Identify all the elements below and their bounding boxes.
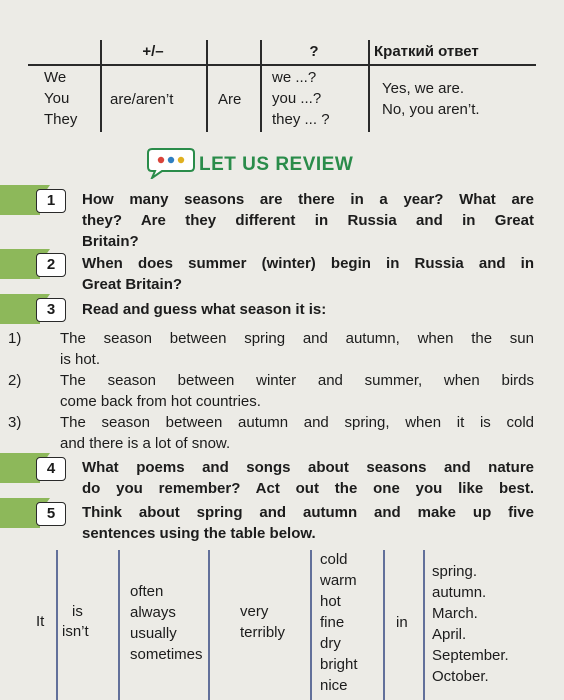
- exercise-1-text: How many seasons are there in a year? What are they? Are they different in Russia and in Great Britain?: [82, 191, 534, 250]
- time-word: September.: [432, 647, 509, 664]
- degree-word: terribly: [240, 624, 286, 641]
- exercise-3-text: Read and guess what season it is:: [82, 301, 327, 318]
- question-you: you ...?: [272, 90, 322, 107]
- list-label: 2): [8, 372, 22, 389]
- substitution-table: [28, 550, 536, 700]
- exercise-number: 3: [36, 298, 66, 322]
- exercise-number: 1: [36, 189, 66, 213]
- adjective-word: hot: [320, 593, 341, 610]
- list-label: 3): [8, 414, 22, 431]
- pronoun-you: You: [44, 90, 70, 107]
- grammar-table: [28, 40, 536, 132]
- header-short-answer: Краткий ответ: [374, 43, 479, 60]
- frequency-word: often: [130, 583, 164, 600]
- exercise-number: 5: [36, 502, 66, 526]
- exercise-flag: [0, 453, 40, 483]
- time-word: March.: [432, 605, 478, 622]
- pronoun-we: We: [44, 69, 67, 86]
- short-answer-no: No, you aren’t.: [382, 101, 480, 118]
- exercise-flag: [0, 249, 40, 279]
- exercise-5-text: Think about spring and autumn and make up five sentences using the table below.: [82, 504, 534, 542]
- adjective-word: bright: [320, 656, 358, 673]
- short-answer-yes: Yes, we are.: [382, 80, 464, 97]
- section-title: LET US REVIEW: [199, 154, 354, 175]
- exercise-number: 2: [36, 253, 66, 277]
- adjective-word: fine: [320, 614, 345, 631]
- degree-word: very: [240, 603, 269, 620]
- list-item: The season between spring and autumn, when the sun is hot.: [60, 330, 534, 368]
- list-item: The season between autumn and spring, when it is cold and there is a lot of snow.: [60, 414, 534, 452]
- adjective-word: cold: [320, 551, 348, 568]
- header-affirmative-negative: +/–: [142, 43, 164, 60]
- header-question: ?: [309, 43, 319, 60]
- time-word: April.: [432, 626, 467, 643]
- exercise-flag: [0, 185, 40, 215]
- question-they: they ... ?: [272, 111, 330, 128]
- exercise-4-text: What poems and songs about seasons and nature do you remember? Act out the one you like best.: [82, 459, 534, 497]
- question-we: we ...?: [272, 69, 317, 86]
- verb-word: is: [72, 603, 83, 620]
- frequency-word: always: [130, 604, 176, 621]
- question-word: Are: [218, 91, 242, 108]
- list-item: The season between winter and summer, when birds come back from hot countries.: [60, 372, 534, 410]
- adjective-word: nice: [320, 677, 348, 694]
- exercise-flag: [0, 294, 40, 324]
- adjective-word: dry: [320, 635, 341, 652]
- time-word: spring.: [432, 563, 478, 580]
- time-word: October.: [432, 668, 489, 685]
- exercise-number: 4: [36, 457, 66, 481]
- negative-form: are/aren’t: [110, 91, 174, 108]
- list-label: 1): [8, 330, 22, 347]
- preposition-word: in: [396, 614, 408, 631]
- verb-word: isn’t: [62, 623, 89, 640]
- speech-bubble-icon: [146, 147, 196, 179]
- pronoun-they: They: [44, 111, 78, 128]
- exercise-2-text: When does summer (winter) begin in Russia and in Great Britain?: [82, 255, 534, 293]
- time-word: autumn.: [432, 584, 487, 601]
- adjective-word: warm: [320, 572, 357, 589]
- subject-word: It: [36, 613, 45, 630]
- frequency-word: usually: [130, 625, 177, 642]
- frequency-word: sometimes: [130, 646, 203, 663]
- exercise-flag: [0, 498, 40, 528]
